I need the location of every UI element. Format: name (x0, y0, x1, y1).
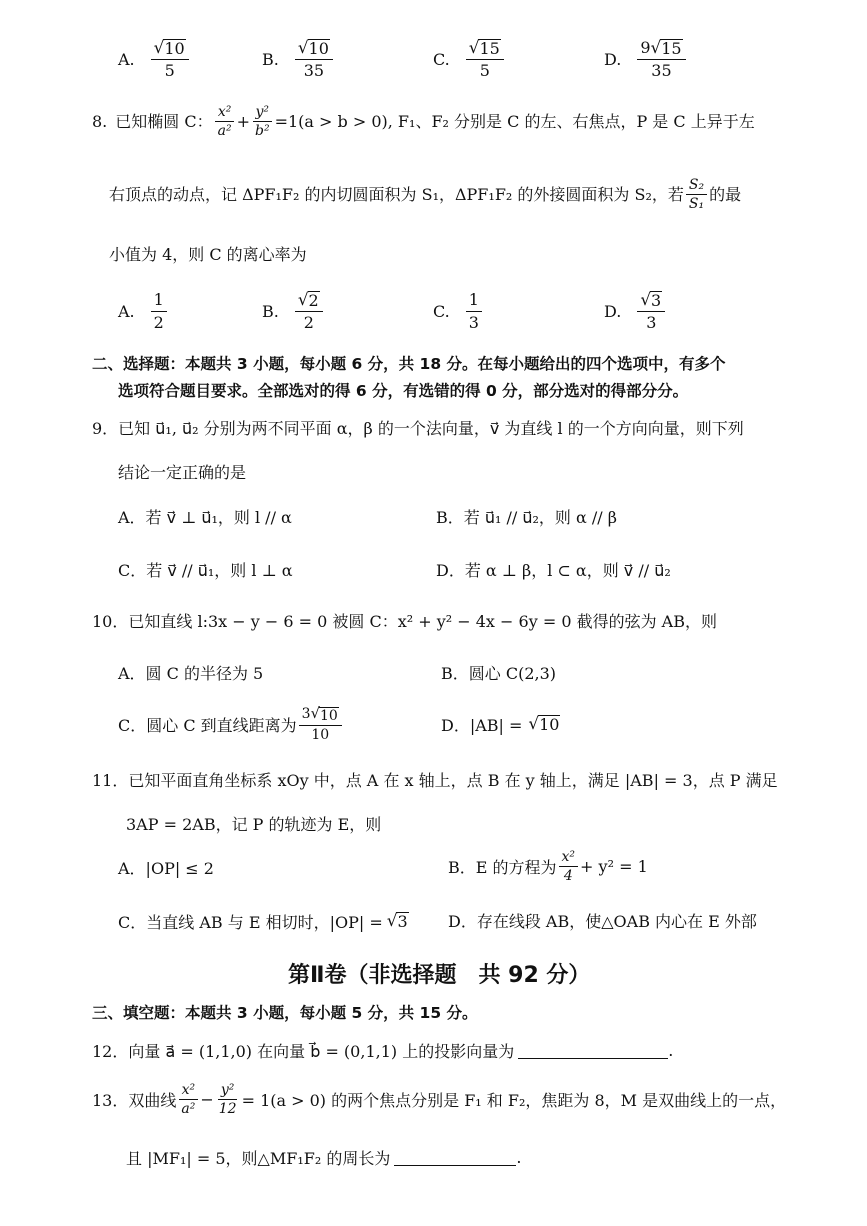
q9-option-a[interactable]: A．若 v⃗ ⊥ u⃗₁，则 l // α (118, 508, 292, 527)
q10-c-num: 10 (319, 708, 338, 724)
q7-option-b-frac: √ 10 35 (295, 38, 333, 81)
q10-option-d[interactable]: D．|AB| = √ 10 (441, 712, 560, 735)
q7-option-a-label: A. (118, 50, 135, 70)
q8-c-den: 3 (468, 313, 479, 332)
q8-option-d-label: D. (604, 302, 622, 322)
q10-option-d-text: D．|AB| = (441, 716, 523, 735)
q13-tail: = 1(a > 0) 的两个焦点分别是 F₁ 和 F₂，焦距为 8，M 是双曲线上的一点， (241, 1091, 787, 1110)
q7-option-d[interactable] (604, 38, 688, 81)
q7-d-den: 35 (651, 61, 672, 81)
q8-line2 (109, 177, 741, 212)
q8-option-d[interactable]: D. √ 3 3 (604, 290, 667, 333)
q8-d-den: 3 (646, 313, 657, 333)
q11-option-c-text: C．当直线 AB 与 E 相切时，|OP| = (118, 913, 383, 932)
q13-end: . (516, 1148, 522, 1167)
q7-option-b[interactable] (262, 38, 335, 81)
q11-line1: 11．已知平面直角坐标系 xOy 中，点 A 在 x 轴上，点 B 在 y 轴上，满足 |AB| = 3，点 P 满足 (92, 771, 778, 790)
q7-b-den: 35 (303, 61, 325, 81)
q11-b-frac-den: 4 (563, 868, 573, 884)
q8-text-part1: 已知椭圆 C： (115, 111, 213, 131)
q8-option-a[interactable] (118, 290, 169, 333)
q11-option-b-tail: + y² = 1 (580, 857, 648, 876)
q13-den1: a² (181, 1101, 196, 1117)
q11-option-c[interactable]: C．当直线 AB 与 E 相切时，|OP| = √ 3 (118, 909, 408, 932)
q11-option-d[interactable]: D．存在线段 AB，使△OAB 内心在 E 外部 (448, 912, 757, 931)
q13-line2-text: 且 |MF₁| = 5，则△MF₁F₂ 的周长为 (126, 1149, 391, 1168)
q13-den2: 12 (218, 1101, 237, 1117)
section2-line1: 二、选择题：本题共 3 小题，每小题 6 分，共 18 分。在每小题给出的四个选项中，有多个 (92, 355, 726, 373)
q11-option-b[interactable] (448, 849, 648, 884)
q12-text: 12．向量 a⃗ = (1,1,0) 在向量 b⃗ = (0,1,1) 上的投影向量为 (92, 1042, 515, 1061)
q7-option-b-label: B. (262, 50, 279, 70)
q8-line1: 8. 已知椭圆 C： $\frac{\text{x²}}{\text{a²}}$ + $\frac{\text{y²}}{\text{b²}}$ =1(a > b > 0), F₁、F₂ 分别是 C 的左、右焦点，P 是 C 上异于左 (92, 104, 755, 139)
q8-option-a-label: A. (118, 302, 135, 321)
q10-option-a[interactable]: A．圆 C 的半径为 5 (118, 664, 264, 683)
q10-option-b[interactable]: B．圆心 C(2,3) (441, 664, 557, 683)
q8-option-c[interactable] (433, 290, 484, 333)
q13-line1 (92, 1082, 786, 1117)
section3-heading: 三、填空题：本题共 3 小题，每小题 5 分，共 15 分。 (92, 1004, 478, 1022)
q12-end: . (668, 1041, 674, 1060)
q11-option-b-text: B．E 的方程为 (448, 858, 557, 877)
q7-option-c-frac: √ 15 5 (466, 38, 504, 81)
q10-c-coef: 3 (301, 706, 311, 722)
q7-option-a-frac: √ 10 5 (151, 38, 189, 81)
q8-option-b-label: B. (262, 302, 279, 322)
q8-number: 8. (92, 111, 108, 131)
q9-line2: 结论一定正确的是 (118, 463, 247, 482)
q7-d-num: 15 (661, 39, 682, 58)
part2-title: 第Ⅱ卷（非选择题 共 92 分） (288, 963, 591, 988)
q8-option-b[interactable]: B. √ 2 2 (262, 290, 325, 333)
q13-num2: y² (218, 1082, 238, 1100)
q12-answer-blank[interactable] (518, 1042, 668, 1059)
q12-line (92, 1039, 673, 1062)
q8-d-num: 3 (651, 291, 662, 310)
q9-option-b[interactable]: B．若 u⃗₁ // u⃗₂，则 α // β (436, 508, 618, 527)
q11-b-frac-num: x² (559, 849, 579, 867)
q13-line2 (126, 1146, 521, 1169)
q8-a-den: 2 (153, 313, 164, 332)
q9-option-c[interactable]: C．若 v⃗ // u⃗₁，则 l ⊥ α (118, 561, 293, 580)
q10-option-c[interactable]: C．圆心 C 到直线距离为 3 √ 10 10 (118, 706, 344, 743)
q7-a-num: 10 (164, 39, 185, 58)
q10-line1: 10．已知直线 l:3x − y − 6 = 0 被圆 C：x² + y² − 4x − 6y = 0 截得的弦为 AB，则 (92, 612, 717, 631)
q8-option-c-label: C. (433, 302, 450, 321)
q10-d-val: 10 (539, 714, 560, 734)
q7-c-num: 15 (479, 39, 500, 58)
q7-b-num: 10 (308, 39, 329, 58)
q8-c-num: 1 (466, 290, 482, 312)
q10-c-den: 10 (311, 727, 330, 744)
q10-option-c-text: C．圆心 C 到直线距离为 (118, 716, 297, 736)
q11-line2: 3AP = 2AB，记 P 的轨迹为 E，则 (126, 815, 382, 834)
q11-c-val: 3 (397, 911, 408, 931)
q9-option-d[interactable]: D．若 α ⊥ β，l ⊂ α，则 v⃗ // u⃗₂ (436, 561, 671, 580)
q13-answer-blank[interactable] (394, 1149, 516, 1166)
q8-ratio-frac: $\frac{\text{S₂}}{\text{S₁}}$ (686, 177, 707, 212)
q8-b-num: 2 (308, 291, 319, 310)
q8-ellipse-x-frac: $\frac{\text{x²}}{\text{a²}}$ (215, 104, 235, 139)
q8-b-den: 2 (303, 313, 314, 333)
q7-a-den: 5 (164, 61, 175, 81)
q8-line2-part1: 右顶点的动点，记 ΔPF₁F₂ 的内切圆面积为 S₁，ΔPF₁F₂ 的外接圆面积为 S₂，若 (109, 184, 684, 204)
q7-option-d-label: D. (604, 50, 622, 70)
q8-a-num: 1 (151, 290, 167, 312)
q7-option-d-frac: 9 √ 15 35 (637, 38, 685, 81)
q8-line3: 小值为 4，则 C 的离心率为 (109, 245, 307, 264)
q8-line2-part2: 的最 (709, 184, 742, 204)
q7-option-c-label: C. (433, 50, 450, 70)
q13-minus: − (200, 1090, 214, 1109)
q9-line1: 9．已知 u⃗₁, u⃗₂ 分别为两不同平面 α，β 的一个法向量，v⃗ 为直线 l 的一个方向向量，则下列 (92, 419, 744, 438)
q8-text-part2: =1(a > b > 0), F₁、F₂ 分别是 C 的左、右焦点，P 是 C 上异于左 (274, 111, 755, 131)
q7-option-a[interactable] (118, 38, 191, 81)
q13-prefix: 13．双曲线 (92, 1091, 177, 1110)
q8-ellipse-y-frac: $\frac{\text{y²}}{\text{b²}}$ (252, 104, 273, 139)
q7-d-coef: 9 (640, 38, 651, 57)
q7-c-den: 5 (479, 61, 490, 81)
section2-line2: 选项符合题目要求。全部选对的得 6 分，有选错的得 0 分，部分选对的得部分分。 (118, 382, 689, 400)
q7-option-c[interactable] (433, 38, 506, 81)
q11-option-a[interactable]: A．|OP| ≤ 2 (118, 859, 214, 878)
q13-num1: x² (179, 1082, 199, 1100)
